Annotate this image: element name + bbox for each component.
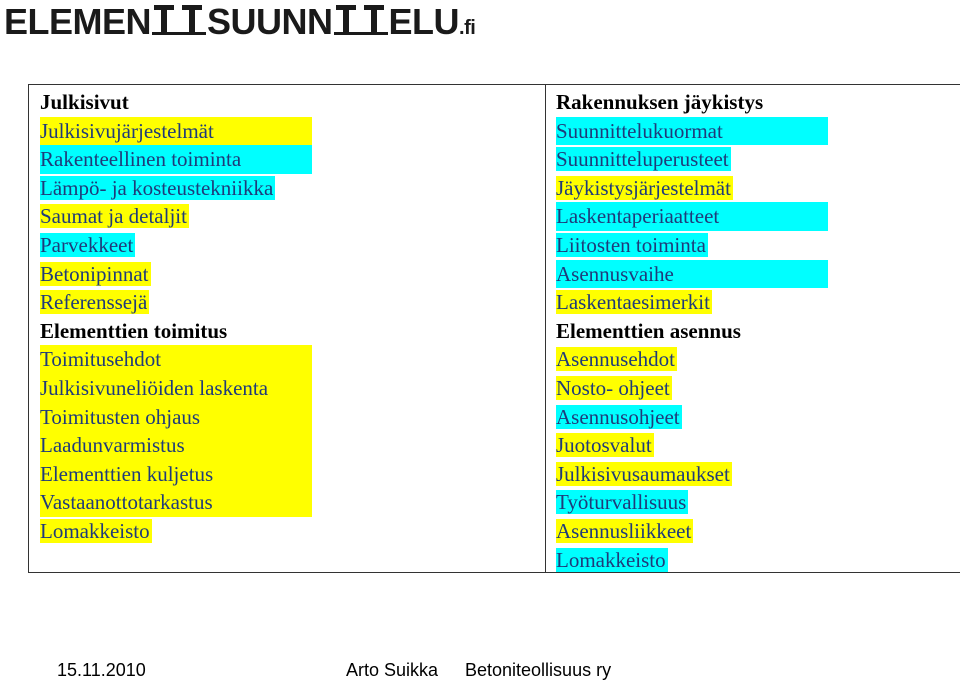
link-lampo-ja-kosteustekniikka[interactable]: Lämpö- ja kosteustekniikka (40, 175, 274, 200)
link-laskentaesimerkit[interactable]: Laskentaesimerkit (556, 290, 710, 315)
link-referensseja[interactable]: Referenssejä (40, 290, 148, 315)
link-elementtien-kuljetus[interactable]: Elementtien kuljetus (40, 460, 320, 489)
link-laskentaperiaatteet[interactable]: Laskentaperiaatteet (556, 202, 960, 231)
logo-text-part1: ELEMEN (4, 1, 152, 42)
link-saumat-ja-detaljit[interactable]: Saumat ja detaljit (40, 204, 187, 229)
section-heading-rakennuksen-jaykistys: Rakennuksen jäykistys (556, 90, 764, 114)
footer-organization: Betoniteollisuus ry (465, 660, 612, 680)
link-suunnittelukuormat[interactable]: Suunnittelukuormat (556, 117, 960, 146)
logo-tt-mark-icon (334, 3, 388, 35)
link-asennusohjeet[interactable]: Asennusohjeet (556, 404, 680, 429)
link-julkisivusaumaukset[interactable]: Julkisivusaumaukset (556, 461, 730, 486)
link-lomakkeisto-right[interactable]: Lomakkeisto (556, 547, 666, 572)
link-julkisivuneliöiden-laskenta[interactable]: Julkisivuneliöiden laskenta (40, 374, 320, 403)
link-rakenteellinen-toiminta[interactable]: Rakenteellinen toiminta (40, 145, 320, 174)
logo-text-part2: SUUNN (207, 1, 333, 42)
link-toimitusten-ohjaus[interactable]: Toimitusten ohjaus (40, 403, 320, 432)
left-column (40, 88, 320, 546)
logo-domain-suffix: .fi (459, 17, 476, 39)
link-julkisivujarjestelmat[interactable]: Julkisivujärjestelmät (40, 117, 320, 146)
elementtisuunnittelu-logo[interactable] (4, 1, 476, 42)
link-asennusvaihe[interactable]: Asennusvaihe (556, 260, 960, 289)
footer-date: 15.11.2010 (57, 660, 146, 680)
link-toimitusehdot[interactable]: Toimitusehdot (40, 345, 320, 374)
section-heading-elementtien-toimitus: Elementtien toimitus (40, 318, 228, 343)
link-juotosvalut[interactable]: Juotosvalut (556, 433, 652, 458)
right-column (556, 88, 960, 574)
link-vastaanottotarkastus[interactable]: Vastaanottotarkastus (40, 488, 320, 517)
link-asennusehdot[interactable]: Asennusehdot (556, 347, 675, 372)
link-laadunvarmistus[interactable]: Laadunvarmistus (40, 431, 320, 460)
link-parvekkeet[interactable]: Parvekkeet (40, 232, 134, 257)
link-betonipinnat[interactable]: Betonipinnat (40, 261, 149, 286)
link-nosto-ohjeet[interactable]: Nosto- ohjeet (556, 375, 670, 400)
footer-author: Arto Suikka (346, 660, 439, 680)
logo-tt-mark-icon (152, 3, 206, 35)
link-tyoturvallisuus[interactable]: Työturvallisuus (556, 490, 687, 515)
link-lomakkeisto-left[interactable]: Lomakkeisto (40, 518, 150, 543)
logo-text-part3: ELU (388, 1, 460, 42)
column-divider (545, 85, 546, 572)
contents-table (28, 84, 960, 573)
section-heading-elementtien-asennus: Elementtien asennus (556, 318, 741, 343)
link-suunnitteluperusteet[interactable]: Suunnitteluperusteet (556, 147, 729, 172)
section-heading-julkisivut: Julkisivut (40, 90, 129, 114)
link-liitosten-toiminta[interactable]: Liitosten toiminta (556, 232, 706, 257)
link-asennusliikkeet[interactable]: Asennusliikkeet (556, 518, 692, 543)
link-jaykistysjarjestelmat[interactable]: Jäykistysjärjestelmät (556, 175, 731, 200)
